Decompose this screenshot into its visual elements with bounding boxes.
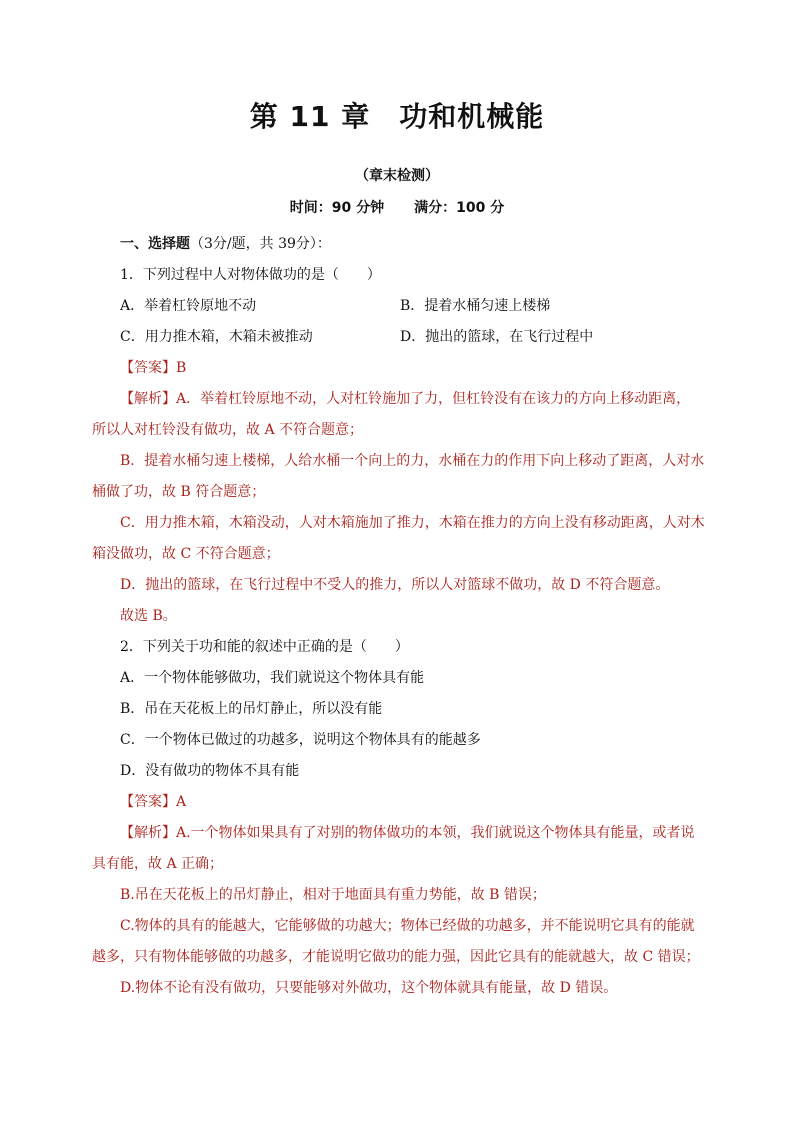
question-1-analysis-line: B．提着水桶匀速上楼梯，人给水桶一个向上的力，水桶在力的作用下向上移动了距离，人对水 [120, 453, 705, 469]
answer-value: B [176, 360, 187, 376]
section-heading [120, 234, 690, 254]
question-2-option-d: D．没有做功的物体不具有能 [120, 763, 300, 779]
question-2-option-a: A．一个物体能够做功，我们就说这个物体具有能 [120, 670, 425, 686]
question-1-analysis-line: 桶做了功，故 B 符合题意； [92, 484, 266, 500]
analysis-tag: 【解析】 [120, 391, 176, 407]
section-heading-note: （3分/题，共 39分）： [190, 236, 331, 252]
question-1-analysis-line: 箱没做功，故 C 不符合题意； [92, 546, 280, 562]
question-1-conclusion: 故选 B。 [120, 608, 177, 624]
question-2-option-b: B．吊在天花板上的吊灯静止，所以没有能 [120, 701, 383, 717]
question-2-analysis-line: B.吊在天花板上的吊灯静止，相对于地面具有重力势能，故 B 错误； [120, 887, 546, 903]
question-1-analysis-line: C．用力推木箱，木箱没动，人对木箱施加了推力，木箱在推力的方向上没有移动距离，人对木 [120, 515, 705, 531]
answer-value: A [176, 794, 187, 810]
question-2-analysis-line: 具有能，故 A 正确； [92, 856, 224, 872]
question-1-answer [120, 358, 690, 378]
question-1-option-a: A．举着杠铃原地不动 [120, 298, 257, 314]
exam-meta [0, 197, 794, 217]
question-2-stem: 2．下列关于功和能的叙述中正确的是（ ） [120, 639, 409, 655]
section-heading-title: 一、选择题 [120, 236, 190, 252]
question-2-answer [120, 792, 690, 812]
question-2-analysis-line [120, 823, 695, 843]
answer-tag: 【答案】 [120, 794, 176, 810]
full-score: 满分：100 分 [414, 200, 505, 216]
analysis-tag: 【解析】 [120, 825, 176, 841]
time-limit: 时间：90 分钟 [289, 200, 385, 216]
page-title: 第 11 章 功和机械能 [249, 100, 545, 133]
question-1-option-c: C．用力推木箱，木箱未被推动 [120, 329, 313, 345]
page-subtitle: （章末检测） [355, 168, 439, 184]
question-1-option-b: B．提着水桶匀速上楼梯 [400, 298, 551, 314]
question-1-options-row-2 [120, 327, 690, 347]
question-1-stem: 1．下列过程中人对物体做功的是（ ） [120, 267, 381, 283]
question-1-analysis-line: 所以人对杠铃没有做功，故 A 不符合题意； [92, 422, 364, 438]
question-1-analysis-line: D．抛出的篮球，在飞行过程中不受人的推力，所以人对篮球不做功，故 D 不符合题意。 [120, 577, 670, 593]
question-2-analysis-line: 越多，只有物体能够做的功越多，才能说明它做功的能力强，因此它具有的能就越大，故 C 错误； [92, 949, 700, 965]
question-2-option-c: C．一个物体已做过的功越多，说明这个物体具有的能越多 [120, 732, 481, 748]
question-1-options-row-1 [120, 296, 690, 316]
question-2-analysis-line: D.物体不论有没有做功，只要能够对外做功，这个物体就具有能量，故 D 错误。 [120, 980, 618, 996]
question-1-option-d: D．抛出的篮球，在飞行过程中 [400, 329, 594, 345]
question-2-analysis-line: C.物体的具有的能越大，它能够做的功越大；物体已经做的功越多，并不能说明它具有的能就 [120, 918, 695, 934]
analysis-text: A.一个物体如果具有了对别的物体做功的本领，我们就说这个物体具有能量，或者说 [176, 825, 695, 841]
answer-tag: 【答案】 [120, 360, 176, 376]
analysis-text: A．举着杠铃原地不动，人对杠铃施加了力，但杠铃没有在该力的方向上移动距离， [176, 391, 691, 407]
question-1-analysis-line [120, 389, 690, 409]
